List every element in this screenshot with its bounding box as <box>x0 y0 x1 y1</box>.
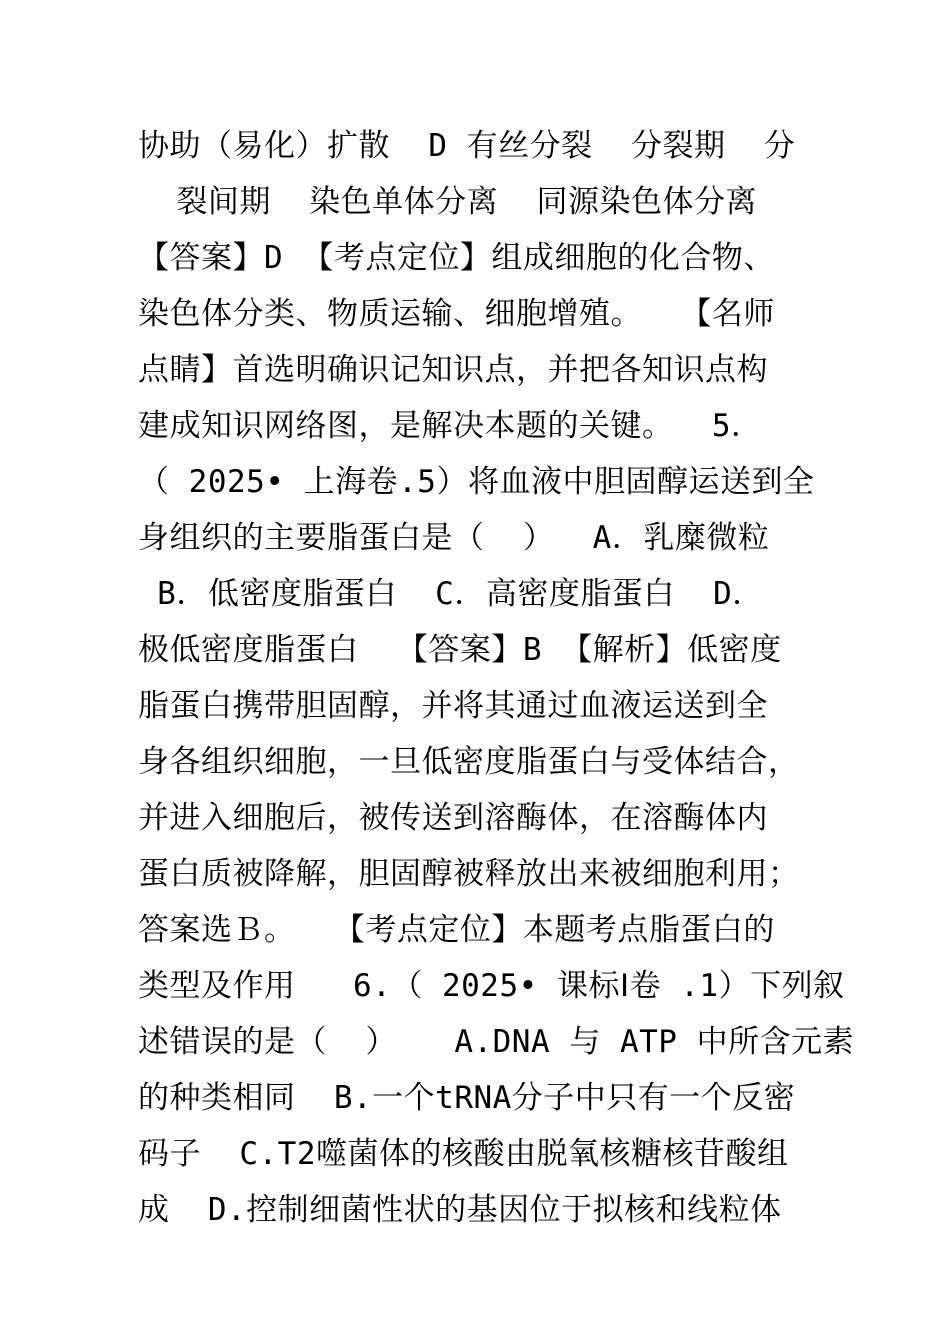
text-line-1: 协助（易化）扩散 D 有丝分裂 分裂期 分 <box>138 128 796 164</box>
text-line-5: 点睛】首选明确识记知识点，并把各知识点构 <box>138 352 768 388</box>
text-line-2: 裂间期 染色单体分离 同源染色体分离 <box>138 184 757 220</box>
text-line-6: 建成知识网络图，是解决本题的关键。 5． <box>138 408 763 444</box>
text-line-11: 脂蛋白携带胆固醇，并将其通过血液运送到全 <box>138 688 768 724</box>
text-line-9: B．低密度脂蛋白 C．高密度脂蛋白 D． <box>138 576 764 612</box>
text-line-20: 成 D.控制细菌性状的基因位于拟核和线粒体 <box>138 1192 782 1228</box>
text-line-14: 蛋白质被降解，胆固醇被释放出来被细胞利用； <box>138 856 800 892</box>
text-line-10: 极低密度脂蛋白 【答案】B 【解析】低密度 <box>138 632 782 668</box>
text-line-7: （ 2025• 上海卷.5）将血液中胆固醇运送到全 <box>138 464 815 500</box>
text-line-19: 码子 C.T2噬菌体的核酸由脱氧核糖核苷酸组 <box>138 1136 789 1172</box>
text-line-15: 答案选Ｂ。 【考点定位】本题考点脂蛋白的 <box>138 912 775 948</box>
text-line-3: 【答案】D 【考点定位】组成细胞的化合物、 <box>138 240 775 276</box>
text-line-16: 类型及作用 6.（ 2025• 课标Ⅰ卷 .1）下列叙 <box>138 968 845 1004</box>
text-line-17: 述错误的是（ ） A.DNA 与 ATP 中所含元素 <box>138 1024 855 1060</box>
text-line-12: 身各组织细胞，一旦低密度脂蛋白与受体结合， <box>138 744 800 780</box>
text-line-4: 染色体分类、物质运输、细胞增殖。 【名师 <box>138 296 775 332</box>
text-line-18: 的种类相同 B.一个tRNA分子中只有一个反密 <box>138 1080 796 1116</box>
text-line-8: 身组织的主要脂蛋白是（ ） A．乳糜微粒 <box>138 520 770 556</box>
text-line-13: 并进入细胞后，被传送到溶酶体，在溶酶体内 <box>138 800 768 836</box>
